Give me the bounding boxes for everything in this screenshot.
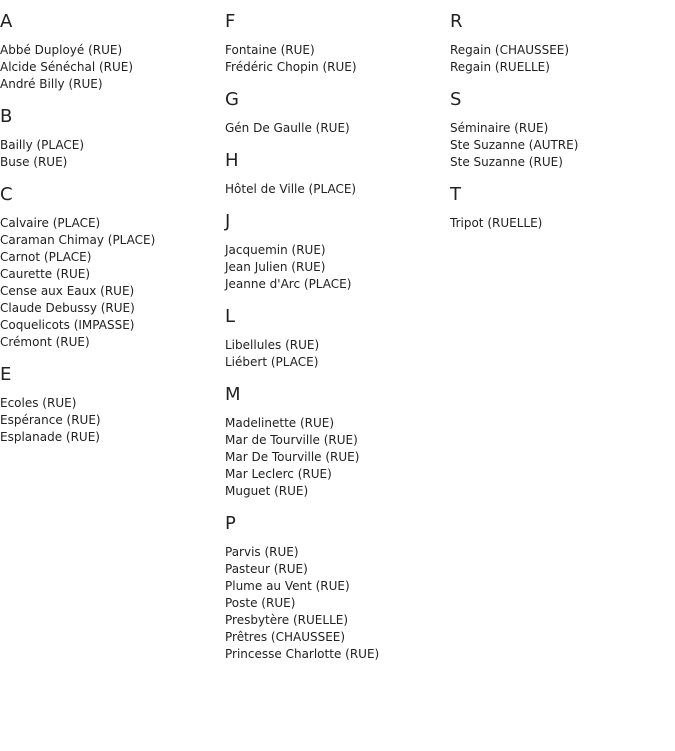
street-link[interactable]: Claude Debussy (RUE) <box>0 301 135 315</box>
street-link[interactable]: Libellules (RUE) <box>225 338 320 352</box>
letter-heading: C <box>0 184 13 205</box>
street-link[interactable]: Liébert (PLACE) <box>225 355 319 369</box>
street-list <box>0 137 220 171</box>
street-link[interactable]: Princesse Charlotte (RUE) <box>225 647 380 661</box>
letter-heading: J <box>225 211 231 232</box>
street-link[interactable]: Buse (RUE) <box>0 155 68 169</box>
letter-group <box>225 10 445 76</box>
street-link[interactable]: Gén De Gaulle (RUE) <box>225 121 350 135</box>
letter-group <box>0 363 220 446</box>
street-link[interactable]: Jacquemin (RUE) <box>225 243 326 257</box>
street-link[interactable]: Jean Julien (RUE) <box>225 260 326 274</box>
letter-heading: E <box>0 364 12 385</box>
letter-group <box>225 149 445 198</box>
letter-group <box>0 10 220 93</box>
column-1 <box>0 10 220 458</box>
street-link[interactable]: Tripot (RUELLE) <box>450 216 543 230</box>
street-link[interactable]: Presbytère (RUELLE) <box>225 613 349 627</box>
street-list <box>0 395 220 446</box>
letter-heading: L <box>225 306 236 327</box>
street-list <box>225 120 445 137</box>
letter-heading: P <box>225 513 236 534</box>
street-list <box>450 42 670 76</box>
letter-heading: F <box>225 11 236 32</box>
letter-heading: M <box>225 384 241 405</box>
street-link[interactable]: Regain (RUELLE) <box>450 60 550 74</box>
street-link[interactable]: Ste Suzanne (RUE) <box>450 155 563 169</box>
street-link[interactable]: Plume au Vent (RUE) <box>225 579 350 593</box>
street-link[interactable]: Coquelicots (IMPASSE) <box>0 318 135 332</box>
street-list <box>450 120 670 171</box>
letter-heading: T <box>450 184 461 205</box>
street-list <box>225 181 445 198</box>
street-link[interactable]: Caurette (RUE) <box>0 267 91 281</box>
street-link[interactable]: Esplanade (RUE) <box>0 430 100 444</box>
letter-heading: B <box>0 106 13 127</box>
street-link[interactable]: Frédéric Chopin (RUE) <box>225 60 357 74</box>
letter-group <box>0 105 220 171</box>
street-link[interactable]: Cense aux Eaux (RUE) <box>0 284 135 298</box>
street-link[interactable]: Poste (RUE) <box>225 596 296 610</box>
street-link[interactable]: Bailly (PLACE) <box>0 138 85 152</box>
letter-heading: A <box>0 11 13 32</box>
column-3 <box>450 10 670 244</box>
street-list <box>225 42 445 76</box>
street-list <box>0 42 220 93</box>
street-link[interactable]: Espérance (RUE) <box>0 413 101 427</box>
street-list <box>225 415 445 500</box>
letter-group <box>225 210 445 293</box>
column-2 <box>225 10 445 675</box>
letter-group <box>225 305 445 371</box>
street-link[interactable]: Parvis (RUE) <box>225 545 299 559</box>
street-list <box>225 242 445 293</box>
street-link[interactable]: Carnot (PLACE) <box>0 250 92 264</box>
street-list <box>450 215 670 232</box>
street-link[interactable]: Abbé Duployé (RUE) <box>0 43 123 57</box>
street-link[interactable]: Mar de Tourville (RUE) <box>225 433 358 447</box>
letter-heading: S <box>450 89 462 110</box>
letter-group <box>0 183 220 351</box>
street-link[interactable]: Séminaire (RUE) <box>450 121 549 135</box>
street-link[interactable]: Muguet (RUE) <box>225 484 309 498</box>
street-link[interactable]: Fontaine (RUE) <box>225 43 315 57</box>
street-list <box>0 215 220 351</box>
street-link[interactable]: Hôtel de Ville (PLACE) <box>225 182 357 196</box>
street-link[interactable]: Alcide Sénéchal (RUE) <box>0 60 134 74</box>
street-link[interactable]: Prêtres (CHAUSSEE) <box>225 630 346 644</box>
street-link[interactable]: Madelinette (RUE) <box>225 416 335 430</box>
street-list <box>225 544 445 663</box>
street-link[interactable]: Mar De Tourville (RUE) <box>225 450 360 464</box>
letter-group <box>450 88 670 171</box>
street-link[interactable]: Calvaire (PLACE) <box>0 216 101 230</box>
street-link[interactable]: André Billy (RUE) <box>0 77 103 91</box>
letter-heading: H <box>225 150 239 171</box>
letter-group <box>450 183 670 232</box>
letter-group <box>225 512 445 663</box>
street-link[interactable]: Crémont (RUE) <box>0 335 90 349</box>
street-link[interactable]: Regain (CHAUSSEE) <box>450 43 570 57</box>
letter-group <box>225 88 445 137</box>
letter-heading: G <box>225 89 239 110</box>
letter-group <box>225 383 445 500</box>
street-link[interactable]: Ste Suzanne (AUTRE) <box>450 138 579 152</box>
street-link[interactable]: Caraman Chimay (PLACE) <box>0 233 156 247</box>
street-link[interactable]: Mar Leclerc (RUE) <box>225 467 332 481</box>
street-list <box>225 337 445 371</box>
street-link[interactable]: Jeanne d'Arc (PLACE) <box>225 277 352 291</box>
street-link[interactable]: Ecoles (RUE) <box>0 396 77 410</box>
street-link[interactable]: Pasteur (RUE) <box>225 562 308 576</box>
letter-group <box>450 10 670 76</box>
letter-heading: R <box>450 11 463 32</box>
